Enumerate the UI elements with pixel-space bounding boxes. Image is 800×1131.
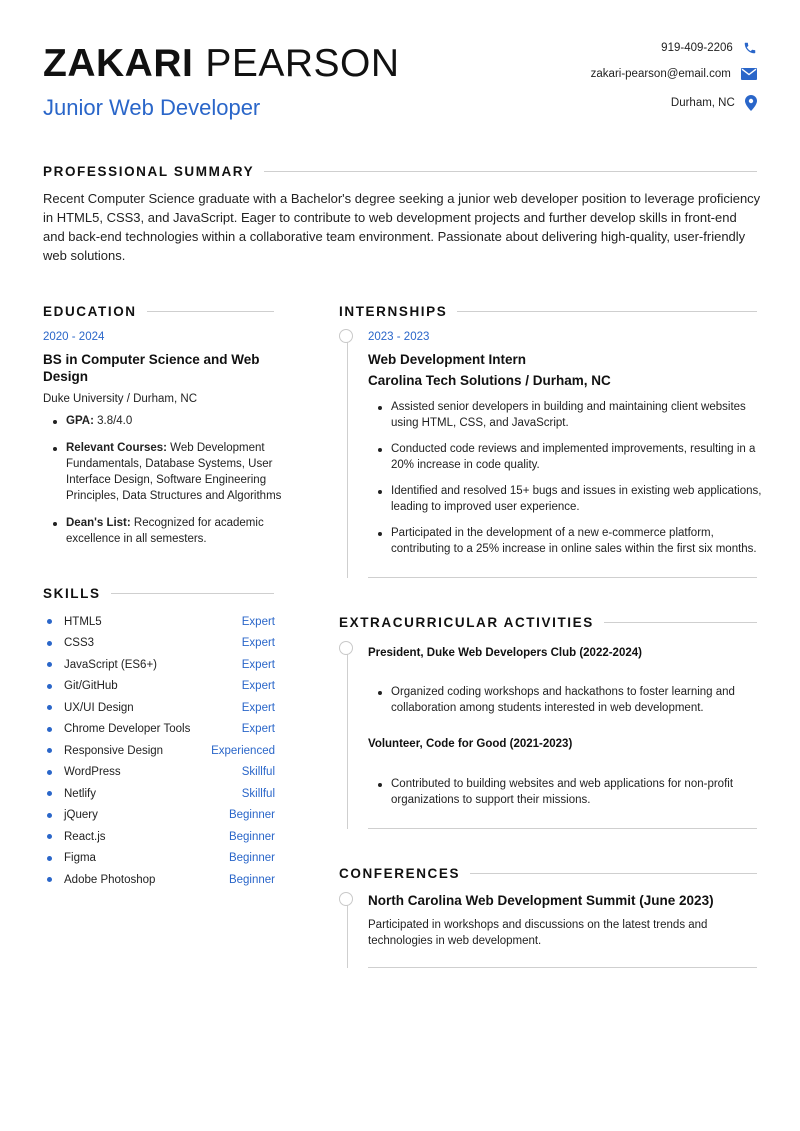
skill-name xyxy=(43,874,155,886)
bullet-dot-icon xyxy=(47,684,52,689)
timeline-line xyxy=(347,651,348,829)
internship-bullets xyxy=(368,399,772,557)
divider xyxy=(457,311,757,312)
bullet-dot-icon xyxy=(47,662,52,667)
extracurricular-heading-text: EXTRACURRICULAR ACTIVITIES xyxy=(339,615,594,630)
list-item xyxy=(43,413,285,429)
skill-row xyxy=(43,611,275,633)
skill-row xyxy=(43,848,275,870)
conference-title: North Carolina Web Development Summit (June 2023) xyxy=(368,893,714,908)
skill-row xyxy=(43,805,275,827)
skill-name xyxy=(43,745,163,757)
divider xyxy=(147,311,274,312)
list-item: Organized coding workshops and hackathons to foster learning and collaboration among students interested in web development. xyxy=(368,684,772,716)
skill-row xyxy=(43,783,275,805)
skill-level: Expert xyxy=(241,723,275,736)
skill-level: Expert xyxy=(241,615,275,628)
list-item: Participated in the development of a new e-commerce platform, contributing to a 25% increase in online sales within the first six months. xyxy=(368,525,772,557)
bullet-dot-icon xyxy=(47,727,52,732)
bullet-dot-icon xyxy=(47,813,52,818)
skill-level: Expert xyxy=(241,658,275,671)
bullet-dot-icon xyxy=(47,834,52,839)
skill-name xyxy=(43,852,96,864)
internship-company: Carolina Tech Solutions / Durham, NC xyxy=(368,373,611,388)
education-details xyxy=(43,413,285,547)
divider xyxy=(111,593,274,594)
skill-row xyxy=(43,676,275,698)
skill-label: UX/UI Design xyxy=(64,701,134,714)
item-text: 3.8/4.0 xyxy=(93,415,133,427)
skill-name xyxy=(43,788,96,800)
skill-row xyxy=(43,869,275,891)
map-pin-icon xyxy=(745,95,757,111)
skill-level: Beginner xyxy=(228,852,275,865)
skill-name xyxy=(43,766,121,778)
bullet-dot-icon xyxy=(47,856,52,861)
item-label: Dean's List: xyxy=(66,517,131,529)
last-name: PEARSON xyxy=(205,42,400,85)
skill-name xyxy=(43,702,134,714)
first-name: ZAKARI xyxy=(43,42,194,85)
divider xyxy=(368,577,757,578)
skill-level: Beginner xyxy=(228,830,275,843)
divider xyxy=(264,171,757,172)
internships-heading-text: INTERNSHIPS xyxy=(339,304,448,319)
skill-level: Beginner xyxy=(228,809,275,822)
skill-level: Beginner xyxy=(228,873,275,886)
activity-bullets-2 xyxy=(368,776,772,808)
timeline-marker xyxy=(339,329,353,343)
skill-row xyxy=(43,633,275,655)
activity-role-1: President, Duke Web Developers Club (2022-2024) xyxy=(368,647,642,659)
mail-icon xyxy=(741,68,757,80)
list-item xyxy=(43,515,285,547)
timeline-marker xyxy=(339,892,353,906)
skill-name xyxy=(43,637,94,649)
skill-row xyxy=(43,762,275,784)
timeline-line xyxy=(347,902,348,968)
bullet-dot-icon xyxy=(47,770,52,775)
bullet-dot-icon xyxy=(47,877,52,882)
skill-label: Git/GitHub xyxy=(64,680,118,693)
skill-row xyxy=(43,697,275,719)
skill-label: React.js xyxy=(64,830,106,843)
bullet-dot-icon xyxy=(47,619,52,624)
timeline-marker xyxy=(339,641,353,655)
internship-years: 2023 - 2023 xyxy=(368,331,430,343)
skill-row xyxy=(43,740,275,762)
skills-heading-text: SKILLS xyxy=(43,586,101,601)
skill-row xyxy=(43,654,275,676)
list-item: Conducted code reviews and implemented improvements, resulting in a 20% increase in code quality. xyxy=(368,441,772,473)
skill-name xyxy=(43,616,102,628)
divider xyxy=(470,873,757,874)
bullet-dot-icon xyxy=(47,791,52,796)
contact-email xyxy=(497,68,757,80)
conferences-heading-text: CONFERENCES xyxy=(339,866,461,881)
skill-name xyxy=(43,680,118,692)
email-text: zakari-pearson@email.com xyxy=(590,68,731,81)
internships-heading xyxy=(339,304,757,319)
summary-text: Recent Computer Science graduate with a Bachelor's degree seeking a junior web developer position to leverage proficiency in HTML5, CSS3, and JavaScript. Eager to contribute to web development projects and further develop skills in front-end and back-end technologies within a collaborative team environment. Passionate about delivering high-quality, user-friendly web solutions. xyxy=(43,191,761,263)
skill-name xyxy=(43,659,157,671)
skills-list xyxy=(43,611,275,891)
education-heading xyxy=(43,304,274,319)
list-item: Contributed to building websites and web applications for non-profit organizations to support their missions. xyxy=(368,776,772,808)
skills-heading xyxy=(43,586,274,601)
skill-label: Figma xyxy=(64,852,96,865)
skill-label: Chrome Developer Tools xyxy=(64,723,191,736)
skill-level: Skillful xyxy=(241,787,275,800)
skill-name xyxy=(43,831,106,843)
summary-heading-text: PROFESSIONAL SUMMARY xyxy=(43,164,255,179)
divider xyxy=(604,622,757,623)
conference-text: Participated in workshops and discussions on the latest trends and technologies in web development. xyxy=(368,919,708,947)
skill-row xyxy=(43,719,275,741)
location-text: Durham, NC xyxy=(670,97,735,110)
skill-label: HTML5 xyxy=(64,615,102,628)
skill-level: Expert xyxy=(241,701,275,714)
summary-heading xyxy=(43,164,757,179)
skill-label: Responsive Design xyxy=(64,744,164,757)
skill-name xyxy=(43,809,98,821)
skill-name xyxy=(43,723,190,735)
school-name: Duke University / Durham, NC xyxy=(43,393,198,405)
divider xyxy=(368,828,757,829)
bullet-dot-icon xyxy=(47,748,52,753)
skill-label: JavaScript (ES6+) xyxy=(64,658,157,671)
item-label: Relevant Courses: xyxy=(66,442,167,454)
conferences-heading xyxy=(339,866,757,881)
phone-icon xyxy=(743,41,757,55)
item-text: Web Development Fundamentals, Database Systems, User Interface Design, Software Engineering Principles, Data Structures and Algorithms xyxy=(66,442,282,502)
skill-label: jQuery xyxy=(64,809,98,822)
education-heading-text: EDUCATION xyxy=(43,304,137,319)
degree-title: BS in Computer Science and Web Design xyxy=(43,352,260,384)
skill-label: Adobe Photoshop xyxy=(64,873,156,886)
bullet-dot-icon xyxy=(47,705,52,710)
skill-level: Expert xyxy=(241,637,275,650)
contact-location xyxy=(497,95,757,111)
skill-label: Netlify xyxy=(64,787,96,800)
divider xyxy=(368,967,757,968)
item-text: Recognized for academic excellence in all semesters. xyxy=(66,517,264,545)
skill-row xyxy=(43,826,275,848)
activity-role-2: Volunteer, Code for Good (2021-2023) xyxy=(368,738,573,750)
contact-phone xyxy=(497,41,757,55)
skill-level: Experienced xyxy=(211,744,275,757)
list-item: Identified and resolved 15+ bugs and issues in existing web applications, leading to improved user experience. xyxy=(368,483,772,515)
timeline-line xyxy=(347,340,348,578)
skill-label: CSS3 xyxy=(64,637,95,650)
skill-level: Skillful xyxy=(241,766,275,779)
activity-bullets-1 xyxy=(368,684,772,716)
internship-role: Web Development Intern xyxy=(368,352,527,367)
job-title: Junior Web Developer xyxy=(43,95,261,120)
education-years: 2020 - 2024 xyxy=(43,331,105,343)
phone-text: 919-409-2206 xyxy=(661,42,733,55)
skill-level: Expert xyxy=(241,680,275,693)
bullet-dot-icon xyxy=(47,641,52,646)
extracurricular-heading xyxy=(339,615,757,630)
skill-label: WordPress xyxy=(64,766,121,779)
item-label: GPA: xyxy=(66,415,94,427)
list-item: Assisted senior developers in building and maintaining client websites using HTML, CSS, and JavaScript. xyxy=(368,399,772,431)
list-item xyxy=(43,440,285,504)
candidate-name xyxy=(43,44,400,83)
